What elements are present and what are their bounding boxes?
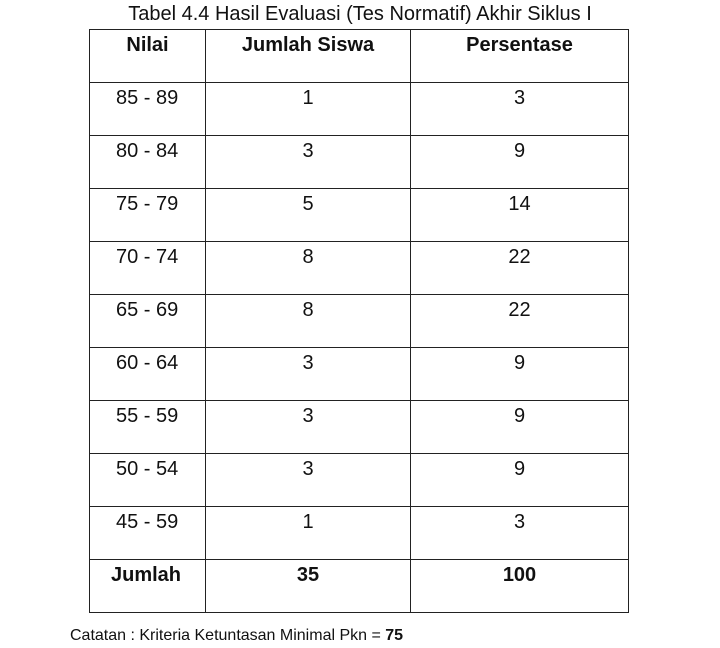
cell-persentase: 3 — [411, 507, 629, 560]
footnote — [70, 626, 403, 646]
table-title: Tabel 4.4 Hasil Evaluasi (Tes Normatif) Akhir Siklus I — [128, 3, 592, 25]
table-row — [90, 348, 629, 401]
cell-nilai: 85 - 89 — [90, 83, 206, 136]
total-persentase: 100 — [411, 560, 629, 613]
cell-jumlah: 3 — [206, 454, 411, 507]
cell-persentase: 3 — [411, 83, 629, 136]
cell-jumlah: 5 — [206, 189, 411, 242]
cell-jumlah: 3 — [206, 136, 411, 189]
table-row — [90, 136, 629, 189]
cell-jumlah: 1 — [206, 507, 411, 560]
cell-nilai: 75 - 79 — [90, 189, 206, 242]
cell-nilai: 50 - 54 — [90, 454, 206, 507]
cell-persentase: 9 — [411, 136, 629, 189]
cell-nilai: 45 - 59 — [90, 507, 206, 560]
cell-persentase: 22 — [411, 295, 629, 348]
table-row — [90, 295, 629, 348]
total-row — [90, 560, 629, 613]
cell-jumlah: 1 — [206, 83, 411, 136]
cell-persentase: 9 — [411, 348, 629, 401]
cell-persentase: 22 — [411, 242, 629, 295]
cell-persentase: 14 — [411, 189, 629, 242]
table-row — [90, 454, 629, 507]
header-row — [90, 30, 629, 83]
table-row — [90, 507, 629, 560]
cell-nilai: 60 - 64 — [90, 348, 206, 401]
cell-nilai: 55 - 59 — [90, 401, 206, 454]
table-row — [90, 189, 629, 242]
cell-nilai: 80 - 84 — [90, 136, 206, 189]
total-label: Jumlah — [90, 560, 206, 613]
table-row — [90, 83, 629, 136]
cell-nilai: 70 - 74 — [90, 242, 206, 295]
table-row — [90, 242, 629, 295]
footnote-text: Catatan : Kriteria Ketuntasan Minimal Pkn = — [70, 627, 386, 644]
cell-jumlah: 8 — [206, 242, 411, 295]
cell-jumlah: 3 — [206, 348, 411, 401]
cell-persentase: 9 — [411, 401, 629, 454]
cell-jumlah: 3 — [206, 401, 411, 454]
cell-jumlah: 8 — [206, 295, 411, 348]
header-jumlah-siswa: Jumlah Siswa — [206, 30, 411, 83]
header-nilai: Nilai — [90, 30, 206, 83]
footnote-value: 75 — [385, 627, 404, 644]
cell-persentase: 9 — [411, 454, 629, 507]
evaluation-table — [89, 29, 629, 613]
table-row — [90, 401, 629, 454]
header-persentase: Persentase — [411, 30, 629, 83]
cell-nilai: 65 - 69 — [90, 295, 206, 348]
total-jumlah: 35 — [206, 560, 411, 613]
